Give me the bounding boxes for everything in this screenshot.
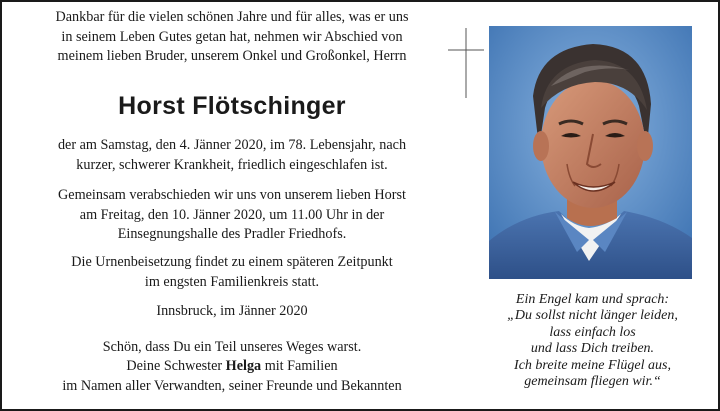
quote-line: „Du sollst nicht länger leiden, — [507, 308, 678, 324]
signature-line-1 — [12, 357, 452, 377]
signature-prefix: Deine Schwester — [126, 358, 226, 374]
quote-line: gemeinsam fliegen wir.“ — [524, 374, 661, 390]
portrait-photo — [489, 26, 692, 279]
cross-icon — [448, 28, 484, 98]
quote-line: Ich breite meine Flügel aus, — [514, 357, 671, 373]
signature — [12, 357, 452, 396]
intro-paragraph — [12, 8, 452, 67]
quote-line: und lass Dich treiben. — [530, 341, 655, 357]
farewell-line: Gemeinsam verabschieden wir uns von unserem lieben Horst — [58, 187, 406, 203]
place-date-text: Innsbruck, im Jänner 2020 — [156, 303, 308, 319]
poem-quote — [470, 292, 715, 390]
farewell-line: am Freitag, den 10. Jänner 2020, um 11.00 Uhr in der — [79, 206, 385, 223]
signature-line-2: im Namen aller Verwandten, seiner Freunde und Bekannten — [62, 377, 402, 394]
death-info-line: kurzer, schwerer Krankheit, friedlich eingeschlafen ist. — [76, 156, 388, 173]
thanks-line — [12, 338, 452, 358]
portrait-illustration — [489, 26, 692, 279]
quote-line: lass einfach los — [549, 324, 636, 340]
intro-line: in seinem Leben Gutes getan hat, nehmen wir Abschied von — [61, 28, 403, 45]
deceased-name: Horst Flötschinger — [118, 92, 346, 120]
quote-line: Ein Engel kam und sprach: — [515, 292, 670, 307]
urn-line: im engsten Familienkreis statt. — [144, 273, 320, 290]
intro-line: Dankbar für die vielen schönen Jahre und für alles, was er uns — [55, 9, 409, 25]
urn-line: Die Urnenbeisetzung findet zu einem späteren Zeitpunkt — [71, 254, 393, 270]
thanks-text: Schön, dass Du ein Teil unseres Weges warst. — [102, 339, 362, 355]
death-info-line: der am Samstag, den 4. Jänner 2020, im 78. Lebensjahr, nach — [57, 137, 407, 153]
death-info-paragraph — [12, 136, 452, 175]
farewell-line: Einsegnungshalle des Pradler Friedhofs. — [117, 226, 347, 242]
urn-paragraph — [12, 253, 452, 292]
sister-name: Helga — [225, 358, 262, 374]
farewell-paragraph — [12, 186, 452, 245]
place-date — [12, 302, 452, 322]
signature-suffix: mit Familien — [261, 358, 338, 374]
intro-line: meinem lieben Bruder, unserem Onkel und Großonkel, Herrn — [57, 48, 407, 64]
